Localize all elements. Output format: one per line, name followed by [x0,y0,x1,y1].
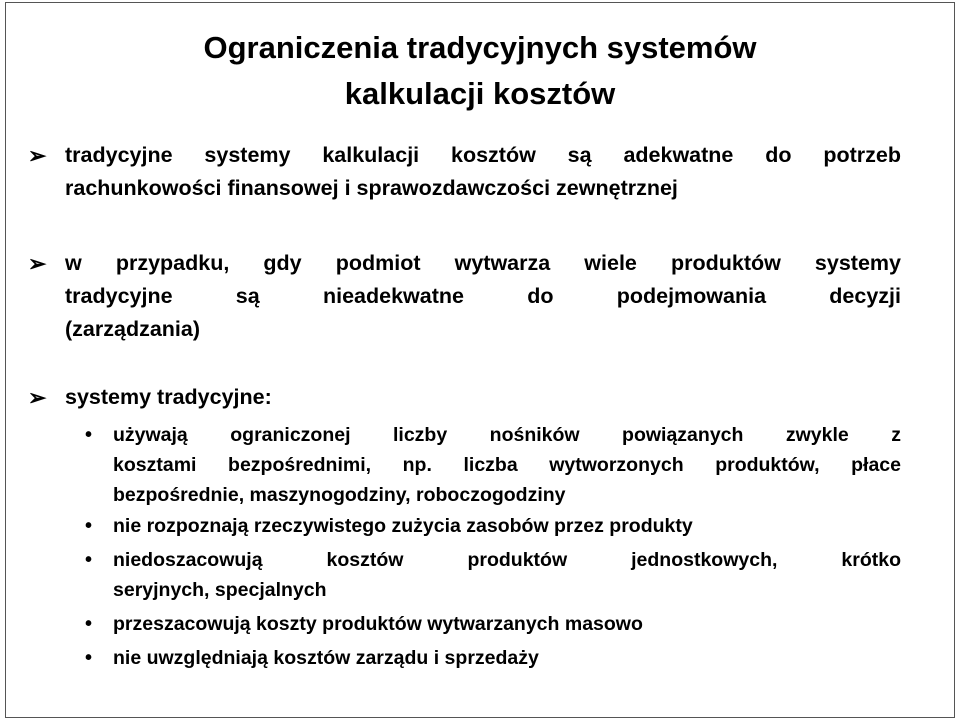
sub-bullet-item [113,643,901,673]
arrow-bullet-icon: ➢ [28,143,47,168]
title-line-1: Ograniczenia tradycyjnych systemów [203,30,757,65]
slide-title [0,25,960,117]
sub-bullet-line: seryjnych, specjalnych [113,579,327,601]
dot-bullet-icon: • [85,424,93,446]
dot-bullet-icon: • [85,647,93,669]
sub-bullet-item [113,609,901,639]
sub-bullet-line: używają ograniczonej liczby nośników powiązanych zwykle z [113,424,901,446]
dot-bullet-icon: • [85,549,93,571]
bullet-line: (zarządzania) [65,317,201,341]
dot-bullet-icon: • [85,515,93,537]
sub-bullet-line: kosztami bezpośrednimi, np. liczba wytworzonych produktów, płace [113,454,901,476]
sub-bullet-item [113,420,901,510]
bullet-item [65,381,901,414]
bullet-line: tradycyjne systemy kalkulacji kosztów są adekwatne do potrzeb [65,143,901,167]
sub-bullet-line: nie rozpoznają rzeczywistego zużycia zasobów przez produkty [113,515,693,537]
sub-bullet-line: bezpośrednie, maszynogodziny, roboczogodziny [113,484,566,506]
sub-bullet-line: niedoszacowują kosztów produktów jednostkowych, krótko [113,549,901,571]
sub-bullet-line: nie uwzględniają kosztów zarządu i sprzedaży [113,647,539,669]
dot-bullet-icon: • [85,613,93,635]
arrow-bullet-icon: ➢ [28,251,47,276]
bullet-item [65,139,901,205]
bullet-line: rachunkowości finansowej i sprawozdawczości zewnętrznej [65,176,678,200]
bullet-line: w przypadku, gdy podmiot wytwarza wiele produktów systemy [65,251,901,275]
sub-bullet-item [113,511,901,541]
title-line-2: kalkulacji kosztów [344,76,616,111]
bullet-line: systemy tradycyjne: [65,385,272,409]
sub-bullet-item [113,545,901,605]
arrow-bullet-icon: ➢ [28,385,47,410]
bullet-item [65,247,901,346]
bullet-line: tradycyjne są nieadekwatne do podejmowania decyzji [65,284,901,308]
sub-bullet-line: przeszacowują koszty produktów wytwarzanych masowo [113,613,643,635]
